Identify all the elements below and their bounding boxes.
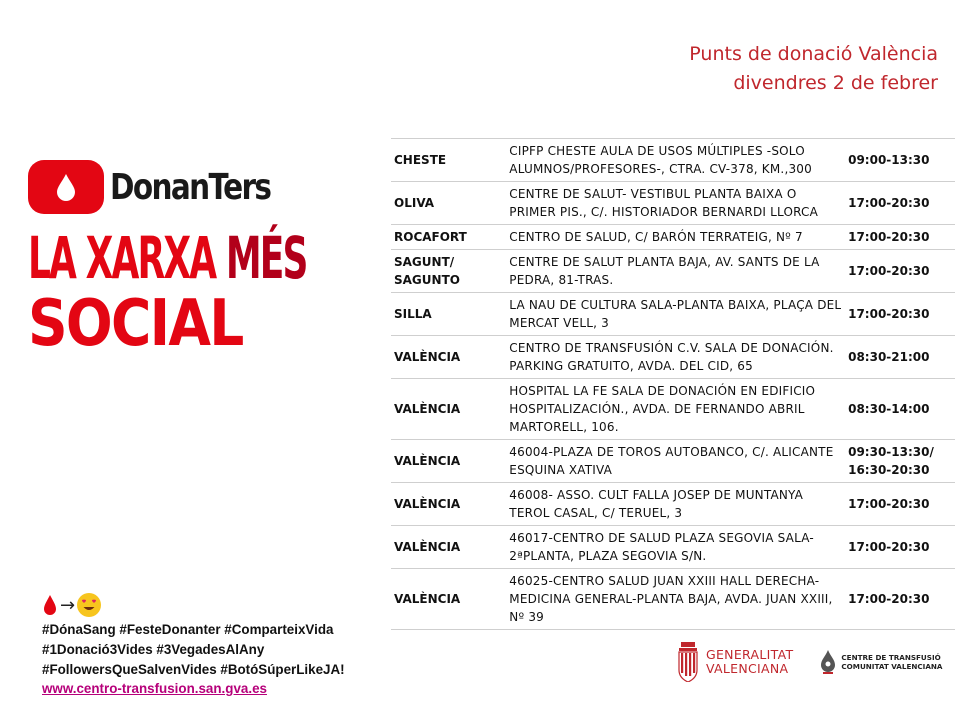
- time-cell: 09:30-13:30/ 16:30-20:30: [844, 440, 955, 483]
- table-row: [391, 379, 955, 440]
- time-cell: 17:00-20:30: [844, 483, 955, 526]
- table-row: [391, 569, 955, 630]
- website-link[interactable]: www.centro-transfusion.san.gva.es: [42, 681, 267, 696]
- page-header: [689, 40, 938, 98]
- table-row: [391, 483, 955, 526]
- donanters-brand: [28, 158, 373, 361]
- generalitat-logo: [676, 642, 793, 682]
- city-cell: VALÈNCIA: [391, 440, 507, 483]
- centre-transfusio-logo: [819, 649, 942, 675]
- table-row: [391, 182, 955, 225]
- place-cell: 46025-CENTRO SALUD JUAN XXIII HALL DERECHA-MEDICINA GENERAL-PLANTA BAJA, AVDA. JUAN XXIII, Nº 39: [507, 569, 844, 630]
- cts-line-2: COMUNITAT VALENCIANA: [841, 662, 943, 671]
- place-cell: LA NAU DE CULTURA SALA-PLANTA BAIXA, PLAÇA DEL MERCAT VELL, 3: [507, 293, 844, 336]
- heart-eyes-smiley-icon: [77, 593, 101, 617]
- emoji-row: [42, 592, 382, 618]
- table-row: [391, 225, 955, 250]
- time-cell: 17:00-20:30: [844, 569, 955, 630]
- city-cell: VALÈNCIA: [391, 336, 507, 379]
- arrow-icon: →: [60, 594, 76, 616]
- slogan-line-1: [28, 224, 307, 292]
- place-cell: HOSPITAL LA FE SALA DE DONACIÓN EN EDIFICIO HOSPITALIZACIÓN., AVDA. DE FERNANDO ABRIL MARTORELL, 106.: [507, 379, 844, 440]
- place-cell: CENTRE DE SALUT PLANTA BAJA, AV. SANTS DE LA PEDRA, 81-TRAS.: [507, 250, 844, 293]
- header-date: divendres 2 de febrer: [733, 72, 938, 94]
- place-cell: CENTRE DE SALUT- VESTIBUL PLANTA BAIXA O PRIMER PIS., C/. HISTORIADOR BERNARDI LLORCA: [507, 182, 844, 225]
- city-cell: VALÈNCIA: [391, 379, 507, 440]
- hashtags: [42, 620, 382, 680]
- city-cell: VALÈNCIA: [391, 569, 507, 630]
- play-button-logo-icon: [28, 160, 104, 214]
- city-cell: VALÈNCIA: [391, 526, 507, 569]
- place-cell: 46004-PLAZA DE TOROS AUTOBANCO, C/. ALICANTE ESQUINA XATIVA: [507, 440, 844, 483]
- generalitat-text: [706, 648, 793, 676]
- table-row: [391, 139, 955, 182]
- generalitat-line-2: VALENCIANA: [706, 661, 789, 676]
- place-cell: CIPFP CHESTE AULA DE USOS MÚLTIPLES -SOLO ALUMNOS/PROFESORES-, CTRA. CV-378, KM.,300: [507, 139, 844, 182]
- logo-text: DonanTers: [110, 166, 271, 208]
- slogan-part-1: LA XARXA: [28, 224, 226, 292]
- table-row: [391, 293, 955, 336]
- city-cell: SILLA: [391, 293, 507, 336]
- hashtag-line: #DónaSang #FesteDonanter #ComparteixVida: [42, 622, 334, 637]
- centre-transfusio-emblem-icon: [819, 649, 837, 675]
- donation-points-table: [391, 138, 955, 630]
- blood-drop-icon: [42, 594, 58, 616]
- place-cell: CENTRO DE TRANSFUSIÓN C.V. SALA DE DONACIÓN. PARKING GRATUITO, AVDA. DEL CID, 65: [507, 336, 844, 379]
- institution-logos: [676, 642, 942, 682]
- city-cell: CHESTE: [391, 139, 507, 182]
- place-cell: 46008- ASSO. CULT FALLA JOSEP DE MUNTANYA TEROL CASAL, C/ TERUEL, 3: [507, 483, 844, 526]
- footer: [42, 592, 382, 698]
- table-row: [391, 336, 955, 379]
- city-cell: VALÈNCIA: [391, 483, 507, 526]
- time-cell: 08:30-14:00: [844, 379, 955, 440]
- place-cell: CENTRO DE SALUD, C/ BARÓN TERRATEIG, Nº 7: [507, 225, 844, 250]
- header-title: Punts de donació València: [689, 43, 938, 65]
- generalitat-shield-icon: [676, 642, 700, 682]
- time-cell: 17:00-20:30: [844, 225, 955, 250]
- slogan-line-2: SOCIAL: [28, 287, 243, 361]
- city-cell: ROCAFORT: [391, 225, 507, 250]
- time-cell: 17:00-20:30: [844, 293, 955, 336]
- time-cell: 17:00-20:30: [844, 182, 955, 225]
- place-cell: 46017-CENTRO DE SALUD PLAZA SEGOVIA SALA-2ªPLANTA, PLAZA SEGOVIA S/N.: [507, 526, 844, 569]
- cts-line-1: CENTRE DE TRANSFUSIÓ: [841, 653, 941, 662]
- slogan-part-2: MÉS: [225, 224, 307, 292]
- blood-drop-icon: [52, 172, 80, 202]
- time-cell: 08:30-21:00: [844, 336, 955, 379]
- table-row: [391, 250, 955, 293]
- time-cell: 09:00-13:30: [844, 139, 955, 182]
- time-cell: 17:00-20:30: [844, 250, 955, 293]
- time-cell: 17:00-20:30: [844, 526, 955, 569]
- hashtag-line: #FollowersQueSalvenVides #BotóSúperLikeJA!: [42, 662, 345, 677]
- hashtag-line: #1Donació3Vides #3VegadesAlAny: [42, 642, 265, 657]
- table-row: [391, 440, 955, 483]
- generalitat-line-1: GENERALITAT: [706, 647, 794, 662]
- donanters-logo: [28, 158, 373, 216]
- table-row: [391, 526, 955, 569]
- city-cell: OLIVA: [391, 182, 507, 225]
- city-cell: SAGUNT/ SAGUNTO: [391, 250, 507, 293]
- centre-transfusio-text: [841, 653, 942, 671]
